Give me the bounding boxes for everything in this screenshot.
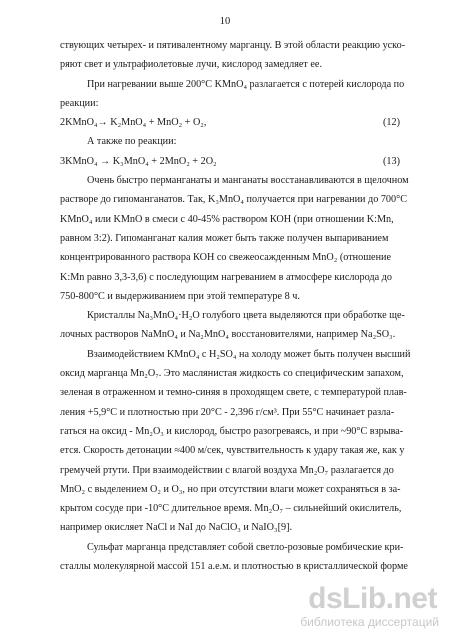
text-line: лочных растворов NaMnO₄ и Na₂MnO₄ восстановителями, например Na₂SO₃.	[60, 329, 396, 341]
text-line: ется. Скорость детонации ≈400 м/сек, чувствительность к удару такая же, как у	[60, 445, 405, 457]
text-line: K:Mn равно 3,3-3,6) с последующим нагреванием в атмосфере кислорода до	[60, 271, 392, 283]
text-line: ряют свет и ультрафиолетовые лучи, кислород замедляет ее.	[60, 59, 322, 71]
equation-13	[60, 152, 422, 171]
text-line: растворе до гипоманганатов. Так, K₃MnO₄ получается при нагревании до 700°С	[60, 194, 407, 206]
text-line: Взаимодействием KMnO₄ с H₂SO₄ на холоду может быть получен высший	[87, 348, 411, 360]
equation-text: 2KMnO₄→ K₂MnO₄ + MnO₂ + O₂,	[60, 117, 207, 129]
equation-text: 3KMnO₄ → K₃MnO₄ + 2MnO₂ + 2O₂	[60, 155, 217, 167]
text-line: гремучей ртути. При взаимодействии с влагой воздуха Mn₂O₇ разлагается до	[60, 464, 394, 476]
page-body	[60, 36, 422, 576]
watermark-logo	[293, 582, 443, 632]
text-line: MnO₂ с выделением O₂ и O₃, но при отсутствии влаги может сохраняться в за-	[60, 483, 401, 495]
watermark-subtitle: библиотека диссертаций	[300, 615, 439, 629]
text-line: концентрированного раствора КОН со свежеосажденным MnO₂ (отношение	[60, 252, 391, 264]
watermark-main: dsLib.net	[308, 582, 437, 615]
text-line: сталлы молекулярной массой 151 а.е.м. и плотностью в кристаллической форме	[60, 561, 408, 573]
text-line: гаться на оксид - Mn₂O₃ и кислород, быстро разогреваясь, и при ~90°С взрыва-	[60, 425, 404, 437]
text-line: ствующих четырех- и пятивалентному марганцу. В этой области реакцию уско-	[60, 40, 406, 51]
text-line: зеленая в отраженном и темно-синяя в проходящем свете, с температурой плав-	[60, 387, 407, 399]
text-line: KMnO₄ или KMnO в смеси с 40-45% раствором КОН (при отношении K:Mn,	[60, 213, 394, 225]
equation-number: (13)	[383, 155, 400, 167]
text-line: крытом сосуде при -10°С длительное время. Mn₂O₇ – сильнейший окислитель,	[60, 503, 402, 515]
text-line: Очень быстро перманганаты и манганаты восстанавливаются в щелочном	[87, 175, 409, 187]
text-line: При нагревании выше 200°С KMnO₄ разлагается с потерей кислорода по	[87, 78, 405, 90]
equation-12	[60, 113, 422, 132]
text-line: ления +5,9°С и плотностью при 20°С - 2,396 г/см³. При 55°С начинает разла-	[60, 406, 395, 418]
text-line: 750-800°С и выдерживанием при этой температуре 8 ч.	[60, 290, 300, 302]
page-number: 10	[219, 16, 231, 27]
text-line: равном 3:2). Гипоманганат калия может быть также получен выпариванием	[60, 232, 389, 244]
text-line: оксид марганца Mn₂O₇. Это маслянистая жидкость со специфическим запахом,	[60, 368, 404, 380]
text-line: Кристаллы Na₃MnO₄·H₂O голубого цвета выделяются при обработке ще-	[87, 310, 405, 322]
text-line: Сульфат марганца представляет собой светло-розовые ромбические кри-	[87, 541, 404, 553]
text-line: А также по реакции:	[87, 136, 177, 148]
equation-number: (12)	[383, 117, 400, 129]
text-line: например окисляет NaCl и NaI до NaClO₃ и NaIO₃[9].	[60, 522, 293, 534]
text-line: реакции:	[60, 97, 99, 109]
